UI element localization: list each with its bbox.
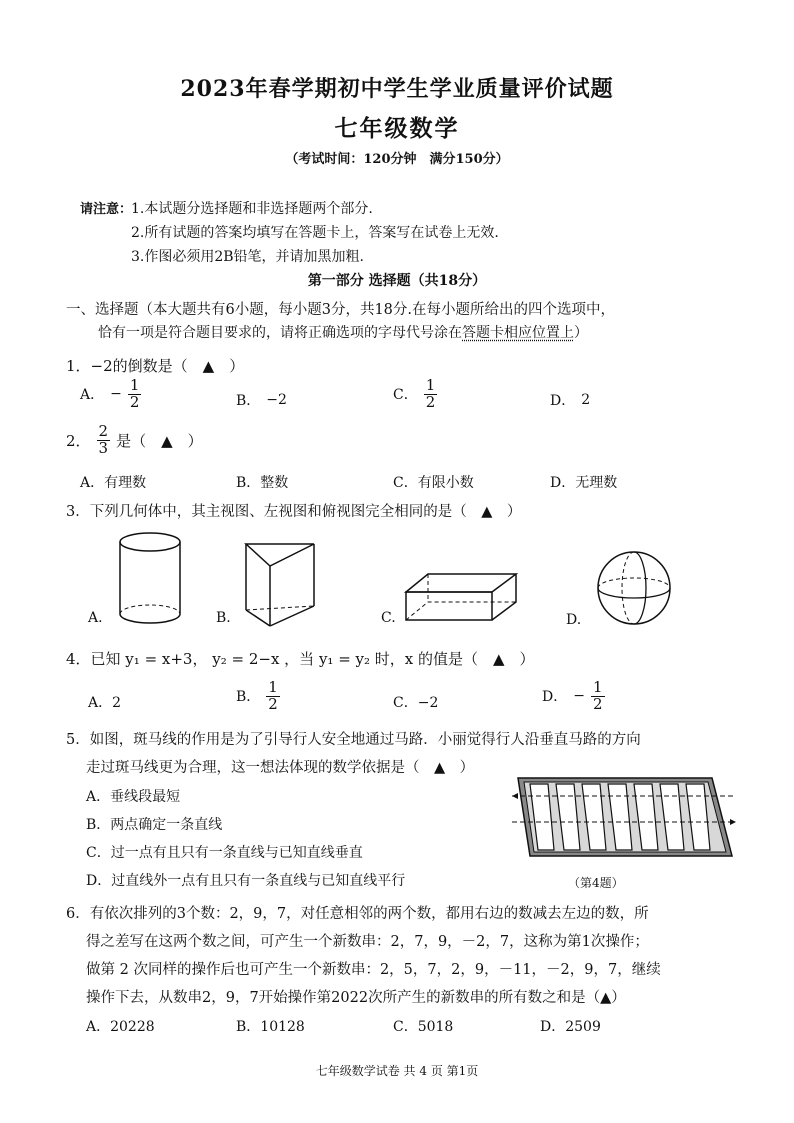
sphere-figure bbox=[594, 548, 674, 628]
exam-info: （考试时间：120分钟 满分150分） bbox=[285, 152, 509, 167]
fraction bbox=[128, 378, 142, 411]
q4-option-c: C．−2 bbox=[393, 695, 439, 711]
numerator: 2 bbox=[98, 422, 109, 440]
q3-option-b: B. bbox=[216, 610, 231, 626]
q4-option-a: A．2 bbox=[88, 695, 122, 711]
notice-item-2: 2.所有试题的答案均填写在答题卡上，答案写在试卷上无效. bbox=[131, 225, 499, 241]
option-label: D． bbox=[542, 689, 568, 706]
exam-title: 2023年春学期初中学生学业质量评价试题 bbox=[180, 76, 614, 102]
q1-option-d bbox=[550, 390, 590, 410]
q1-option-c bbox=[393, 378, 437, 411]
q5-option-d: D．过直线外一点有且只有一条直线与已知直线平行 bbox=[86, 873, 406, 889]
q6-line-1: 6．有依次排列的3个数：2，9，7，对任意相邻的两个数，都用右边的数减去左边的数，所 bbox=[66, 906, 649, 922]
option-value: −2 bbox=[266, 392, 287, 408]
q5-stem-1: 5．如图，斑马线的作用是为了引导行人安全地通过马路．小丽觉得行人沿垂直马路的方向 bbox=[66, 732, 641, 748]
option-value: 2 bbox=[581, 392, 591, 408]
q6-option-c: C．5018 bbox=[393, 1019, 454, 1035]
q2-option-a: A．有理数 bbox=[80, 475, 147, 491]
q5-stem-2: 走过斑马线更为合理，这一想法体现的数学依据是（ ▲ ） bbox=[86, 760, 475, 776]
q2-stem bbox=[66, 424, 203, 457]
q6-option-d: D．2509 bbox=[540, 1019, 601, 1035]
q5-option-a: A．垂线段最短 bbox=[86, 789, 181, 805]
denominator: 2 bbox=[129, 392, 140, 411]
cylinder-figure bbox=[110, 530, 190, 630]
page-footer: 七年级数学试卷 共 4 页 第1页 bbox=[315, 1064, 479, 1078]
q3-option-a: A. bbox=[88, 610, 103, 626]
notice-item-1: 1.本试题分选择题和非选择题两个部分. bbox=[131, 201, 373, 217]
q3-stem: 3．下列几何体中，其主视图、左视图和俯视图完全相同的是（ ▲ ） bbox=[66, 504, 522, 520]
q4-stem: 4．已知 y₁ = x+3， y₂ = 2−x ，当 y₁ = y₂ 时，x 的值是（ ▲ ） bbox=[66, 650, 535, 668]
q1-option-b bbox=[236, 390, 287, 410]
q6-line-3: 做第 2 次同样的操作后也可产生一个新数串：2，5，7，2，9，－11，－2，9，7，继续 bbox=[86, 962, 661, 978]
fraction bbox=[424, 378, 438, 411]
q6-option-b: B．10128 bbox=[236, 1019, 305, 1035]
minus-sign: − bbox=[573, 688, 585, 705]
q5-option-b: B．两点确定一条直线 bbox=[86, 817, 223, 833]
option-label: A． bbox=[80, 387, 105, 404]
part1-instruction-1: 一、选择题（本大题共有6小题，每小题3分，共18分.在每小题所给出的四个选项中， bbox=[66, 302, 616, 318]
q3-option-c: C. bbox=[381, 610, 396, 626]
q2-number: 2． bbox=[66, 431, 91, 450]
q1-number: 1． bbox=[66, 357, 91, 375]
fraction bbox=[97, 424, 111, 457]
q2-option-c: C．有限小数 bbox=[393, 475, 474, 491]
instruction-close: ） bbox=[574, 325, 588, 341]
fraction bbox=[266, 680, 280, 713]
option-label: B． bbox=[236, 689, 261, 706]
q1-option-a bbox=[80, 378, 141, 411]
q6-line-2: 得之差写在这两个数之间，可产生一个新数串：2，7，9，－2，7，这称为第1次操作； bbox=[86, 934, 649, 950]
denominator: 2 bbox=[268, 694, 278, 713]
q1-text: −2的倒数是（ ▲ ） bbox=[90, 357, 245, 375]
part1-instruction-2 bbox=[98, 322, 588, 342]
instruction-text: 恰有一项是符合题目要求的，请将正确选项的字母代号涂在 bbox=[98, 325, 462, 341]
notice-item-3: 3.作图必须用2B铅笔，并请加黑加粗. bbox=[131, 249, 365, 265]
q5-figure-caption: （第4题） bbox=[568, 876, 624, 890]
q6-line-4: 操作下去，从数串2，9，7开始操作第2022次所产生的新数串的所有数之和是（▲） bbox=[86, 990, 626, 1006]
option-label: B． bbox=[236, 393, 261, 409]
q1-stem bbox=[66, 355, 244, 376]
q3-option-d: D. bbox=[566, 612, 582, 628]
notice-label: 请注意： bbox=[80, 202, 133, 217]
crosswalk-figure bbox=[508, 770, 740, 862]
numerator: 1 bbox=[592, 678, 603, 696]
q2-option-d: D．无理数 bbox=[550, 475, 618, 491]
denominator: 3 bbox=[98, 438, 109, 457]
q2-option-b: B．整数 bbox=[236, 475, 289, 491]
numerator: 1 bbox=[268, 678, 278, 696]
q5-option-c: C．过一点有且只有一条直线与已知直线垂直 bbox=[86, 845, 363, 861]
q6-option-a: A．20228 bbox=[86, 1019, 155, 1035]
minus-sign: − bbox=[110, 386, 122, 403]
prism-figure bbox=[240, 540, 320, 630]
numerator: 1 bbox=[129, 376, 140, 394]
q4-option-d bbox=[542, 680, 605, 713]
fraction bbox=[591, 680, 605, 713]
q2-text: 是（ ▲ ） bbox=[116, 431, 203, 450]
option-label: D． bbox=[550, 393, 576, 409]
instruction-emphasis: 答题卡相应位置上 bbox=[462, 325, 574, 341]
numerator: 1 bbox=[425, 376, 436, 394]
denominator: 2 bbox=[592, 694, 603, 713]
option-label: C． bbox=[393, 387, 418, 404]
exam-subject: 七年级数学 bbox=[334, 115, 460, 142]
part1-title: 第一部分 选择题（共18分） bbox=[307, 273, 487, 289]
denominator: 2 bbox=[425, 392, 436, 411]
q4-option-b bbox=[236, 680, 280, 713]
cuboid-figure bbox=[400, 570, 525, 630]
